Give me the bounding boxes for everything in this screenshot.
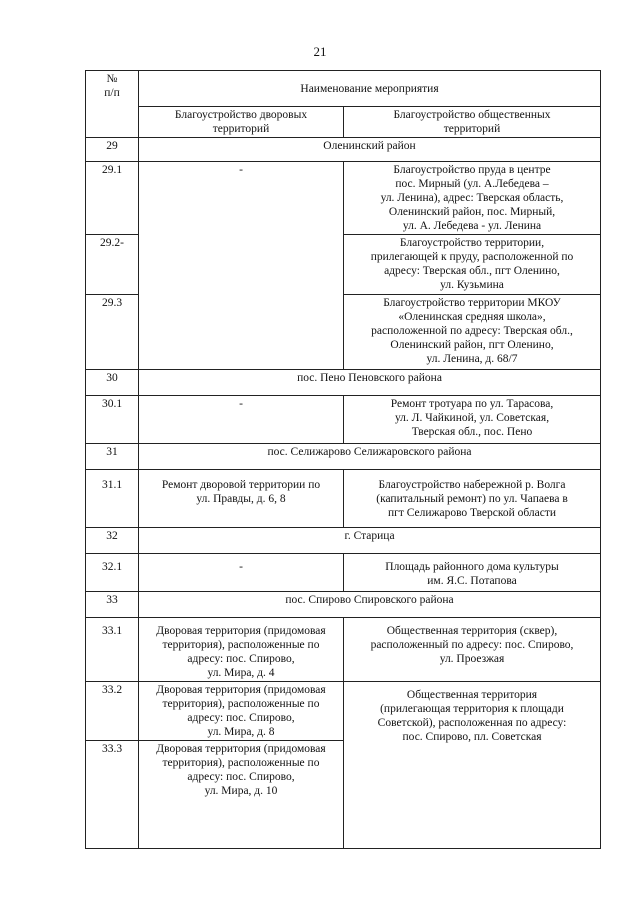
row-number: 30 [86, 370, 139, 396]
public-cell: Благоустройство пруда в центре пос. Мирный (ул. А.Лебедева – ул. Ленина), адрес: Тверская область, Оленинский район, пос. Мирный, ул. А. Лебедева - ул. Ленина [344, 162, 601, 235]
row-number: 32.1 [86, 554, 139, 592]
row-number: 33.2 [86, 682, 139, 741]
page-number: 21 [313, 44, 327, 59]
table-row [86, 554, 601, 592]
section-title: пос. Пено Пеновского района [139, 370, 601, 396]
public-cell: Благоустройство территории, прилегающей к пруду, расположенной по адресу: Тверская обл., пгт Оленино, ул. Кузьмина [344, 235, 601, 295]
row-number: 33.3 [86, 741, 139, 849]
section-row [86, 138, 601, 162]
row-number: 30.1 [86, 396, 139, 444]
row-number: 29.3 [86, 295, 139, 370]
row-number: 29 [86, 138, 139, 162]
row-number: 33.1 [86, 618, 139, 682]
table-row [86, 682, 601, 741]
section-title: пос. Селижарово Селижаровского района [139, 444, 601, 470]
public-cell: Общественная территория (сквер), расположенный по адресу: пос. Спирово, ул. Проезжая [344, 618, 601, 682]
public-cell: Ремонт тротуара по ул. Тарасова, ул. Л. Чайкиной, ул. Советская, Тверская обл., пос. Пено [344, 396, 601, 444]
table-header-row [86, 71, 601, 107]
courtyard-cell: Дворовая территория (придомовая территория), расположенные по адресу: пос. Спирово, ул. Мира, д. 8 [139, 682, 344, 741]
public-cell: Благоустройство набережной р. Волга (капитальный ремонт) по ул. Чапаева в пгт Селижарово Тверской области [344, 470, 601, 528]
section-title: г. Старица [139, 528, 601, 554]
section-row [86, 444, 601, 470]
row-number: 29.2- [86, 235, 139, 295]
events-table [85, 70, 601, 849]
header-event-name: Наименование мероприятия [139, 71, 601, 107]
courtyard-cell: Дворовая территория (придомовая территория), расположенные по адресу: пос. Спирово, ул. Мира, д. 4 [139, 618, 344, 682]
header-courtyard: Благоустройство дворовых территорий [139, 107, 344, 138]
row-number: 31 [86, 444, 139, 470]
public-cell: Общественная территория (прилегающая территория к площади Советской), расположенная по адресу: пос. Спирово, пл. Советская [344, 682, 601, 849]
section-row [86, 370, 601, 396]
row-number: 31.1 [86, 470, 139, 528]
header-number: № п/п [86, 71, 139, 138]
header-public: Благоустройство общественных территорий [344, 107, 601, 138]
table-subheader-row [86, 107, 601, 138]
table-row [86, 470, 601, 528]
courtyard-cell: - [139, 396, 344, 444]
courtyard-cell: - [139, 162, 344, 370]
section-row [86, 592, 601, 618]
courtyard-cell: - [139, 554, 344, 592]
table-row [86, 618, 601, 682]
table-row [86, 162, 601, 235]
row-number: 33 [86, 592, 139, 618]
courtyard-cell: Ремонт дворовой территории по ул. Правды, д. 6, 8 [139, 470, 344, 528]
table-row [86, 396, 601, 444]
section-title: Оленинский район [139, 138, 601, 162]
row-number: 32 [86, 528, 139, 554]
section-title: пос. Спирово Спировского района [139, 592, 601, 618]
public-cell: Площадь районного дома культуры им. Я.С. Потапова [344, 554, 601, 592]
section-row [86, 528, 601, 554]
row-number: 29.1 [86, 162, 139, 235]
public-cell: Благоустройство территории МКОУ «Оленинская средняя школа», расположенной по адресу: Тверская обл., Оленинский район, пгт Оленино, ул. Ленина, д. 68/7 [344, 295, 601, 370]
courtyard-cell: Дворовая территория (придомовая территория), расположенные по адресу: пос. Спирово, ул. Мира, д. 10 [139, 741, 344, 849]
